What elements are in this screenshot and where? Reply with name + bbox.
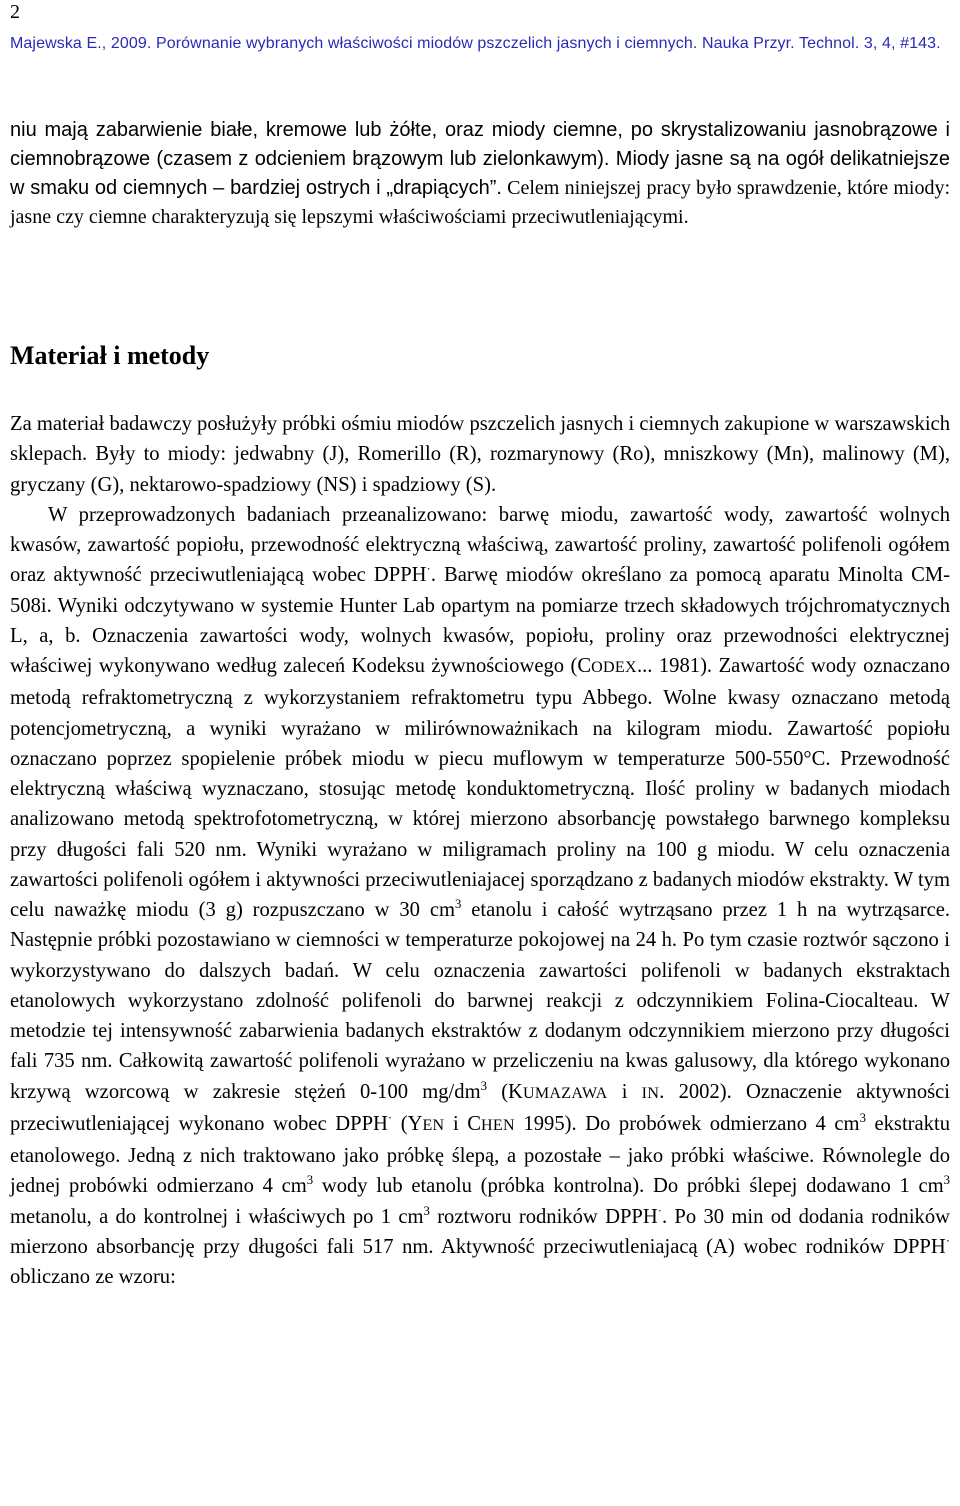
intro-paragraph [10, 116, 950, 232]
citation-header: Majewska E., 2009. Porównanie wybranych właściwości miodów pszczelich jasnych i ciemnych. Nauka Przyr. Technol. 3, 4, #143. [10, 35, 941, 52]
methods-paragraph-2: W przeprowadzonych badaniach przeanalizowano: barwę miodu, zawartość wody, zawartość wolnych kwasów, zawartość popiołu, przewodność elektryczną właściwą, zawartość proliny, zawartość polifenoli ogółem oraz aktywność przeciwutleniającą wobec DPPH·. Barwę miodów określano za pomocą aparatu Minolta CM-508i. Wyniki odczytywano w systemie Hunter Lab opartym na pomiarze trzech składowych trójchromatycznych L, a, b. Oznaczenia zawartości wody, wolnych kwasów, popiołu, proliny oraz przewodności elektrycznej właściwej wykonywano według zaleceń Kodeksu żywnościowego (CODEX... 1981). Zawartość wody oznaczano metodą refraktometryczną z wykorzystaniem refraktometru typu Abbego. Wolne kwasy oznaczano metodą potencjometryczną, a wyniki wyrażano w milirównoważnikach na kilogram miodu. Zawartość popiołu oznaczano poprzez spopielenie próbek miodu w piecu muflowym w temperaturze 500-550°C. Przewodność elektryczną właściwą wyznaczano, stosując metodę konduktometryczną. Ilość proliny w badanych miodach analizowano metodą spektrofotometryczną, w której mierzono absorbancję powstałego barwnego kompleksu przy długości fali 520 nm. Wyniki wyrażano w miligramach proliny na 100 g miodu. W celu oznaczenia zawartości polifenoli ogółem i aktywności przeciwutleniajacej sporządzano z badanych miodów ekstrakty. W tym celu naważkę miodu (3 g) rozpuszczano w 30 $cm^3$ etanolu i całość wytrząsano przez 1 h na wytrząsarce. Następnie próbki pozostawiano w ciemności w temperaturze pokojowej na 24 h. Po tym czasie roztwór sączono i wykorzystywano do dalszych badań. W celu oznaczenia zawartości polifenoli w badanych ekstraktach etanolowych wykorzystano zdolność polifenoli do barwnej reakcji z odczynnikiem Folina-Ciocalteau. W metodzie tej intensywność zabarwienia badanych ekstraktów z dodanym odczynnikiem mierzono przy długości fali 735 nm. Całkowitą zawartość polifenoli wyrażano w przeliczeniu na kwas galusowy, dla którego wykonano krzywą wzorcową w zakresie stężeń 0-100 $mg/dm^3$ (KUMAZAWA i IN. 2002). Oznaczenie aktywności przeciwutleniającej wykonano wobec DPPH· (YEN i CHEN 1995). Do probówek odmierzano 4 $cm^3$ ekstraktu etanolowego. Jedną z nich traktowano jako próbkę ślepą, a pozostałe – jako próbki właściwe. Równolegle do jednej probówki odmierzano 4 $cm^3$ wody lub etanolu (próbka kontrolna). Do próbki ślepej dodawano 1 $cm^3$ metanolu, a do kontrolnej i właściwych po 1 $cm^3$ roztworu rodników DPPH·. Po 30 min od dodania rodników mierzono absorbancję przy długości fali 517 nm. Aktywność przeciwutleniajacą (A) wobec rodników DPPH· obliczano ze wzoru: [10, 503, 951, 1288]
section-heading: Materiał i metody [10, 341, 210, 370]
intro-text-sans: niu mają zabarwienie białe, kremowe lub żółte, oraz miody ciemne, po skrystalizowaniu jasnobrązowe i ciemnobrązowe (czasem z odcieniem brązowym lub zielonkawym). Miody jasne są na ogół delikatniejsze w smaku od ciemnych – bardziej ostrych i „drapiących”. [10, 119, 950, 199]
intro-text-serif: Celem niniejszej pracy było sprawdzenie, które miody: jasne czy ciemne charakteryzują się lepszymi właściwościami przeciwutleniającymi. [10, 177, 950, 228]
page-number: 2 [10, 1, 20, 23]
methods-paragraph-1: Za materiał badawczy posłużyły próbki ośmiu miodów pszczelich jasnych i ciemnych zakupione w warszawskich sklepach. Były to miody: jedwabny (J), Romerillo (R), rozmarynowy (Ro), mniszkowy (Mn), malinowy (M), gryczany (G), nektarowo-spadziowy (NS) i spadziowy (S). [10, 413, 950, 496]
methods-body [10, 409, 950, 1292]
